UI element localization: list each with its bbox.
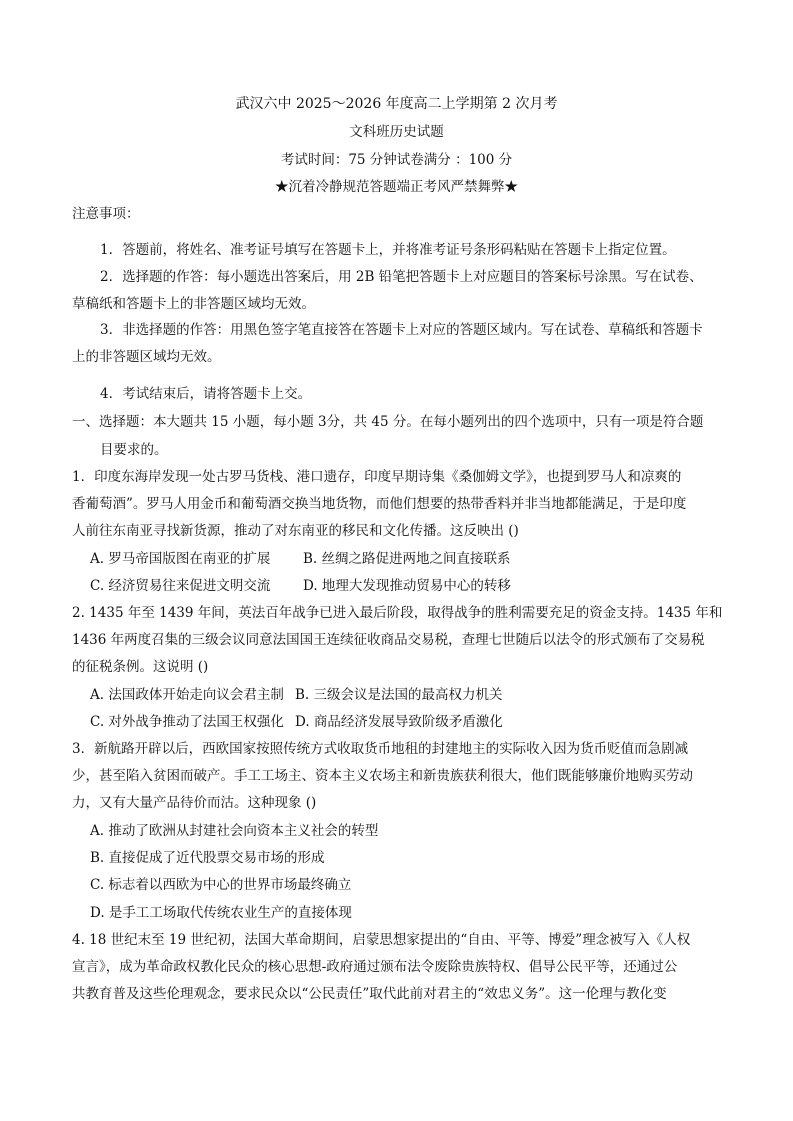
question-1-line-3: 人前往东南亚寻找新货源，推动了对东南亚的移民和文化传播。这反映出 () bbox=[72, 523, 519, 539]
question-1-line-1: 1．印度东海岸发现一处古罗马货栈、港口遗存，印度早期诗集《桑伽姆文学》，也提到罗马人和凉爽的 bbox=[72, 469, 682, 485]
question-3-line-1: 3．新航路开辟以后，西欧国家按照传统方式收取货币地租的封建地主的实际收入因为货币贬值而急剧减 bbox=[72, 741, 689, 757]
question-1-line-2: 香葡萄酒”。罗马人用金币和葡萄酒交换当地货物，而他们想要的热带香料并非当地都能满足，于是印度 bbox=[72, 496, 687, 512]
section-heading: 一、选择题：本大题共 15 小题，每小题 3分，共 45 分。在每小题列出的四个选项中，只有一项是符合题 bbox=[72, 414, 704, 430]
question-1-option-b: B. 丝绸之路促进两地之间直接联系 bbox=[303, 551, 511, 567]
question-1-option-a: A. 罗马帝国版图在南亚的扩展 bbox=[90, 551, 271, 567]
note-item-3: 3．非选择题的作答：用黑色签字笔直接答在答题卡上对应的答题区域内。写在试卷、草稿纸和答题卡 bbox=[100, 322, 703, 338]
question-3-option-a: A. 推动了欧洲从封建社会向资本主义社会的转型 bbox=[90, 823, 379, 839]
question-4-line-1: 4. 18 世纪末至 19 世纪初，法国大革命期间，启蒙思想家提出的“自由、平等、博爱”理念被写入《人权 bbox=[72, 932, 691, 948]
question-3-option-b: B. 直接促成了近代股票交易市场的形成 bbox=[90, 850, 325, 866]
exam-info: 考试时间：75 分钟试卷满分 ：100 分 bbox=[280, 152, 513, 168]
note-item-1: 1．答题前，将姓名、准考证号填写在答题卡上，并将准考证号条形码粘贴在答题卡上指定位置。 bbox=[100, 242, 676, 258]
question-3-line-3: 力，又有大量产品待价而沽。这种现象 () bbox=[72, 795, 317, 811]
question-2-option-a: A. 法国政体开始走向议会君主制 bbox=[90, 687, 284, 703]
note-item-3-cont: 上的非答题区域均无效。 bbox=[72, 349, 221, 365]
question-3-option-d: D. 是手工工场取代传统农业生产的直接体现 bbox=[90, 905, 352, 921]
question-2-line-3: 的征税条例。这说明 () bbox=[72, 659, 209, 675]
question-2-option-b: B. 三级会议是法国的最高权力机关 bbox=[295, 687, 503, 703]
notes-heading: 注意事项： bbox=[72, 206, 140, 222]
question-2-line-1: 2. 1435 年至 1439 年间，英法百年战争已进入最后阶段，取得战争的胜利需要充足的资金支持。1435 年和 bbox=[72, 605, 723, 621]
note-item-2-cont: 草稿纸和答题卡上的非答题区域均无效。 bbox=[72, 296, 315, 312]
question-1-option-c: C. 经济贸易往来促进文明交流 bbox=[90, 578, 271, 594]
question-1-option-d: D. 地理大发现推动贸易中心的转移 bbox=[303, 578, 511, 594]
note-item-4: 4．考试结束后，请将答题卡上交。 bbox=[100, 386, 312, 402]
question-3-line-2: 少，甚至陷入贫困而破产。手工工场主、资本主义农场主和新贵族获利很大，他们既能够廉价地购买劳动 bbox=[72, 768, 693, 784]
exam-motto: ★沉着冷静规范答题端正考风严禁舞弊★ bbox=[275, 179, 518, 195]
question-2-option-d: D. 商品经济发展导致阶级矛盾激化 bbox=[295, 714, 503, 730]
note-item-2: 2．选择题的作答：每小题选出答案后，用 2B 铅笔把答题卡上对应题目的答案标号涂黑。写在试卷、 bbox=[100, 269, 703, 285]
section-heading-cont: 目要求的。 bbox=[100, 442, 168, 458]
exam-subtitle: 文科班历史试题 bbox=[349, 124, 444, 140]
question-3-option-c: C. 标志着以西欧为中心的世界市场最终确立 bbox=[90, 877, 352, 893]
exam-title: 武汉六中 2025～2026 年度高二上学期第 2 次月考 bbox=[235, 96, 558, 112]
question-4-line-2: 宣言》，成为革命政权教化民众的核心思想-政府通过颁布法令废除贵族特权、倡导公民平等，还通过公 bbox=[72, 959, 678, 975]
question-2-line-2: 1436 年两度召集的三级会议同意法国国王连续征收商品交易税，查理七世随后以法令的形式颁布了交易税 bbox=[72, 632, 705, 648]
question-2-option-c: C. 对外战争推动了法国王权强化 bbox=[90, 714, 284, 730]
question-4-line-3: 共教育普及这些伦理观念，要求民众以“公民责任”取代此前对君主的“效忠义务”。这一伦理与教化变 bbox=[72, 986, 667, 1002]
